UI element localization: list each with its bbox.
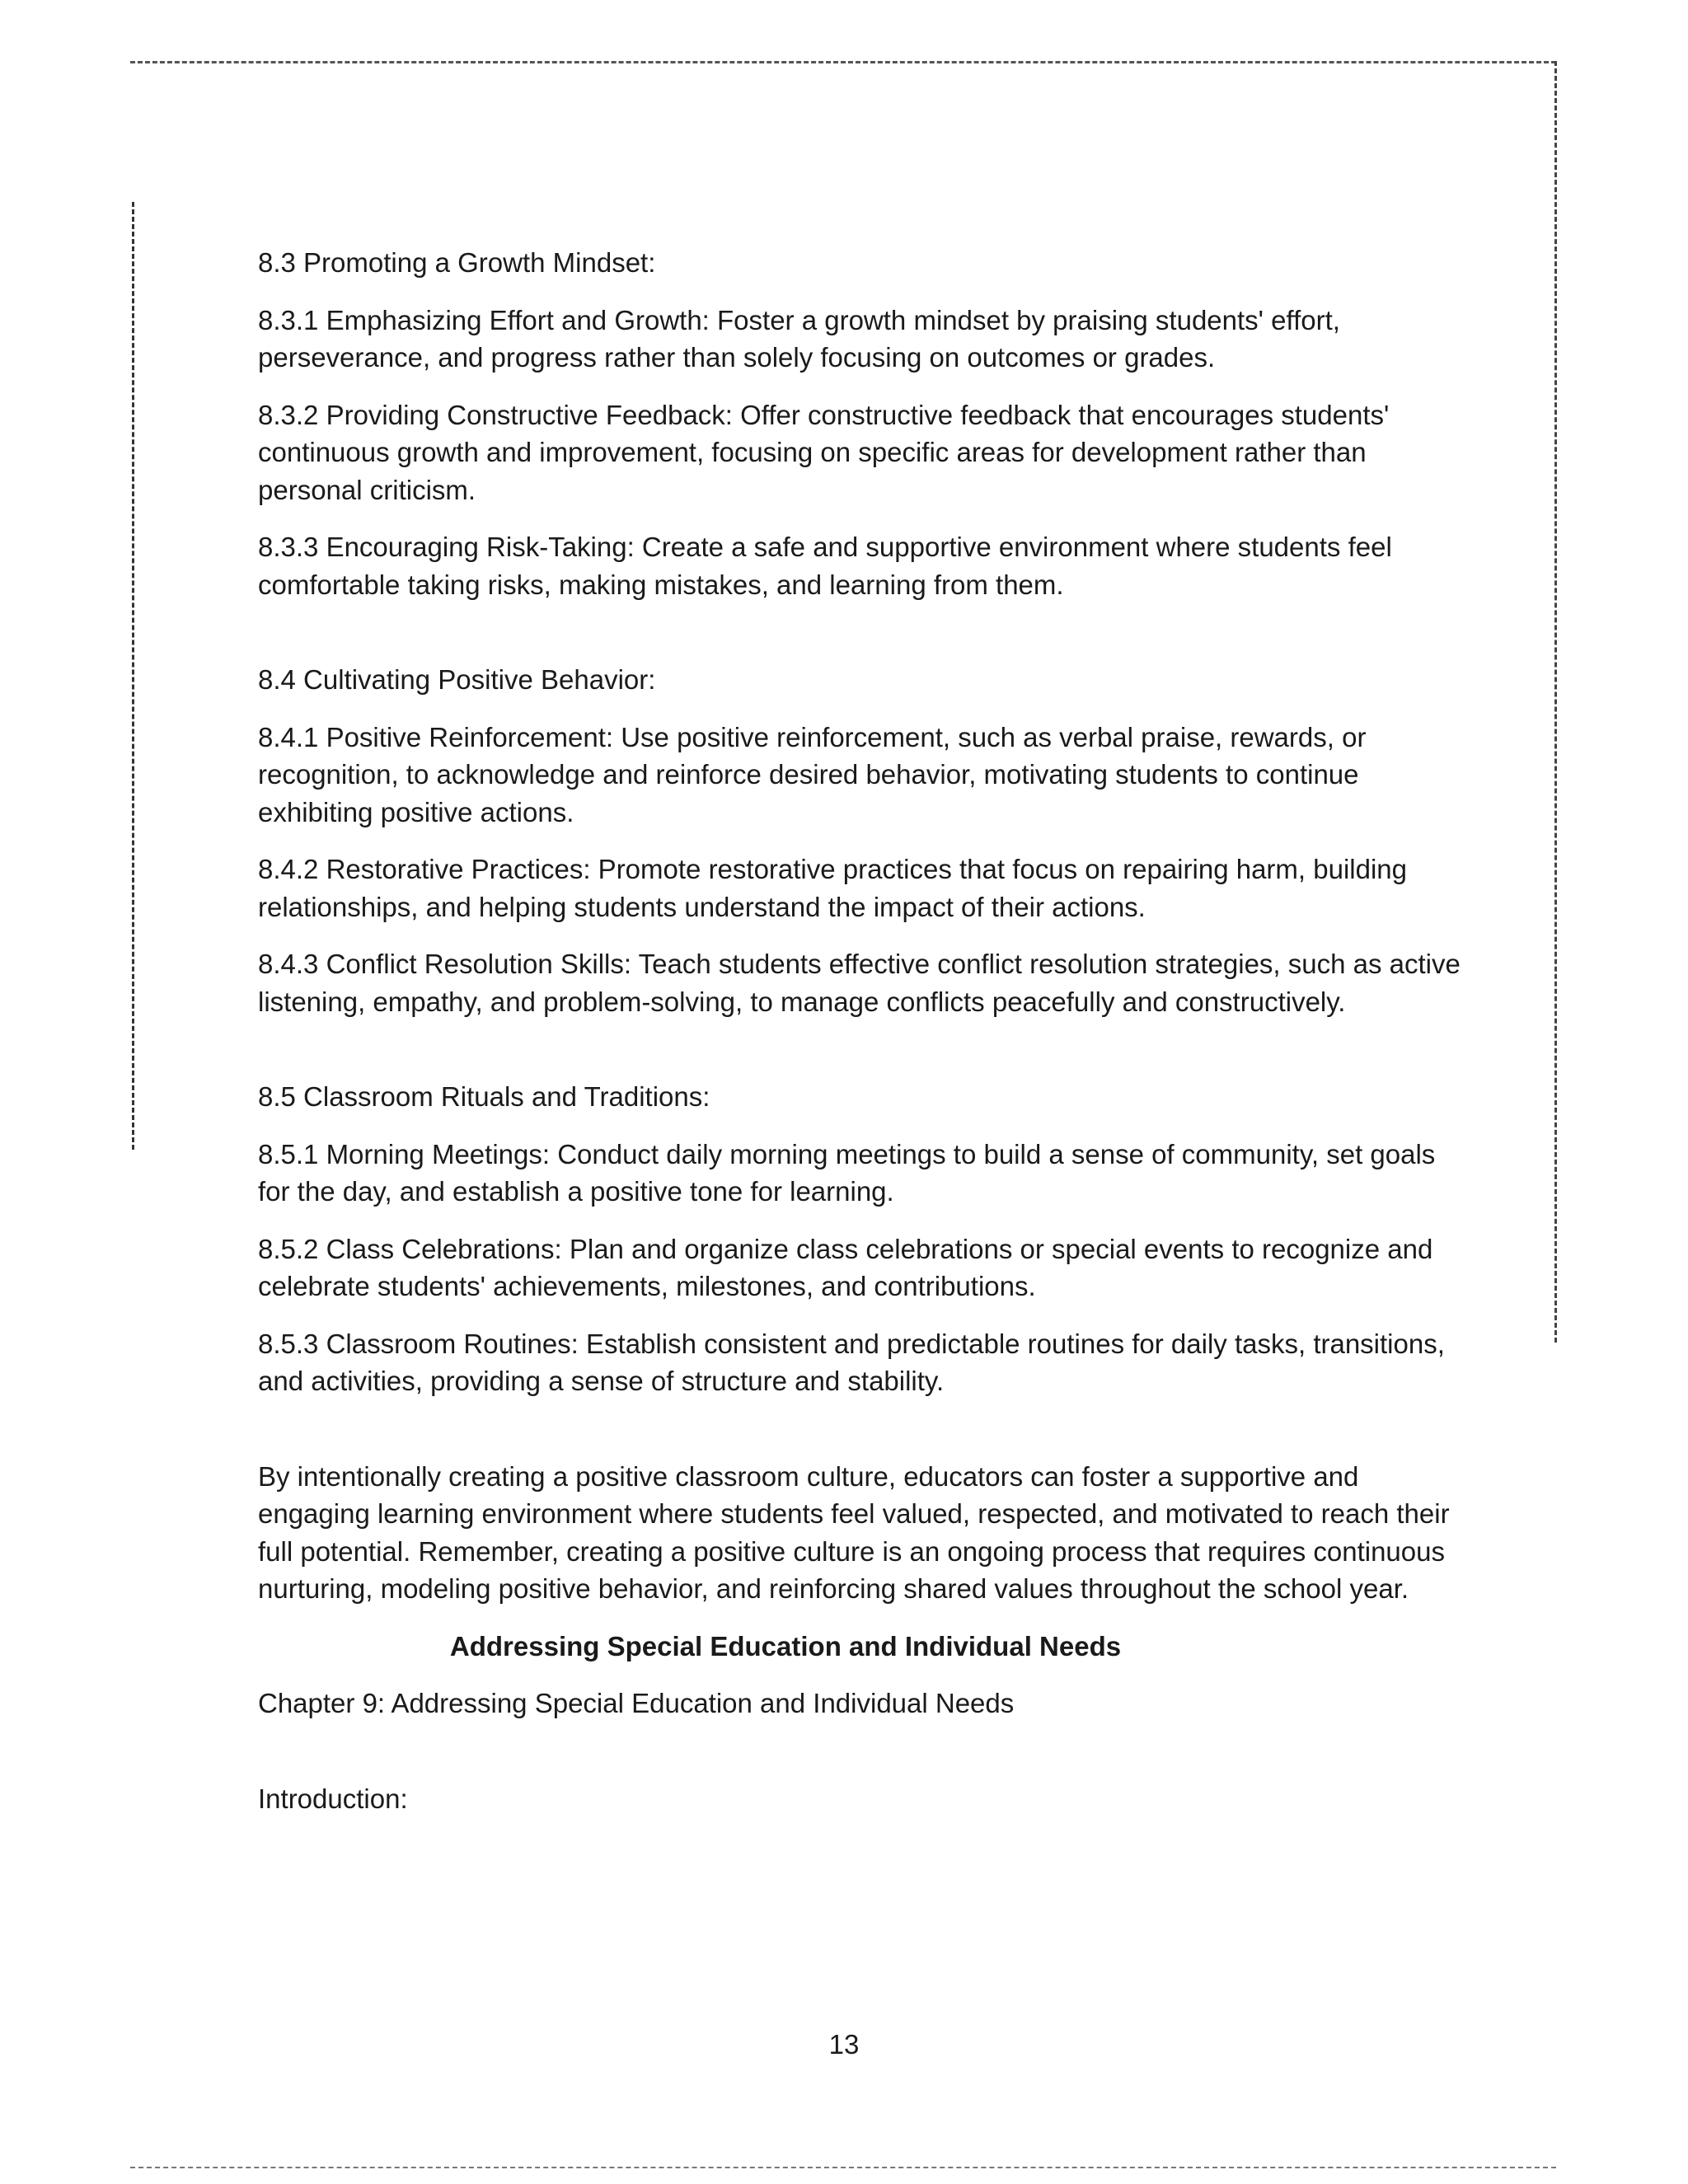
conclusion-paragraph: By intentionally creating a positive classroom culture, educators can foster a supportive and engaging learning environment where students feel valued, respected, and motivated to reach their full potential. Remember, creating a positive culture is an ongoing process that requires continuous nurturing, modeling positive behavior, and reinforcing shared values throughout the school year.	[258, 1460, 1450, 1604]
paragraph: 8.4.3 Conflict Resolution Skills: Teach students effective conflict resolution strategies, such as active listening, empathy, and problem-solving, to manage conflicts peacefully and constructively.	[258, 949, 1461, 1017]
introduction-label: Introduction:	[258, 1783, 408, 1814]
scan-border-left	[132, 202, 134, 1150]
scan-border-top	[130, 61, 1556, 63]
section-heading: 8.5 Classroom Rituals and Traditions:	[258, 1081, 710, 1112]
paragraph: 8.4.2 Restorative Practices: Promote restorative practices that focus on repairing harm, building relationships, and helping students understand the impact of their actions.	[258, 854, 1407, 922]
paragraph: 8.5.1 Morning Meetings: Conduct daily morning meetings to build a sense of community, set goals for the day, and establish a positive tone for learning.	[258, 1138, 1436, 1207]
chapter-title: Chapter 9: Addressing Special Education and Individual Needs	[258, 1688, 1015, 1718]
paragraph: 8.4.1 Positive Reinforcement: Use positive reinforcement, such as verbal praise, rewards, or recognition, to acknowledge and reinforce desired behavior, motivating students to continue exhibiting positive actions.	[258, 721, 1367, 827]
paragraph: 8.3.3 Encouraging Risk-Taking: Create a safe and supportive environment where students feel comfortable taking risks, making mistakes, and learning from them.	[258, 532, 1392, 600]
document-body	[258, 244, 1461, 1837]
section-heading: 8.3 Promoting a Growth Mindset:	[258, 247, 656, 278]
scan-border-right	[1554, 61, 1557, 1343]
scan-border-bottom	[130, 2167, 1556, 2168]
paragraph: 8.5.3 Classroom Routines: Establish consistent and predictable routines for daily tasks, transitions, and activities, providing a sense of structure and stability.	[258, 1328, 1445, 1396]
paragraph: 8.3.1 Emphasizing Effort and Growth: Foster a growth mindset by praising students' effort, perseverance, and progress rather than solely focusing on outcomes or grades.	[258, 304, 1340, 373]
chapter-heading: Addressing Special Education and Individual Needs	[449, 1630, 1122, 1661]
section-heading: 8.4 Cultivating Positive Behavior:	[258, 664, 656, 695]
page-number: 13	[828, 2029, 860, 2060]
paragraph: 8.3.2 Providing Constructive Feedback: Offer constructive feedback that encourages students' continuous growth and improvement, focusing on specific areas for development rather than personal criticism.	[258, 399, 1390, 505]
paragraph: 8.5.2 Class Celebrations: Plan and organize class celebrations or special events to recognize and celebrate students' achievements, milestones, and contributions.	[258, 1233, 1433, 1301]
